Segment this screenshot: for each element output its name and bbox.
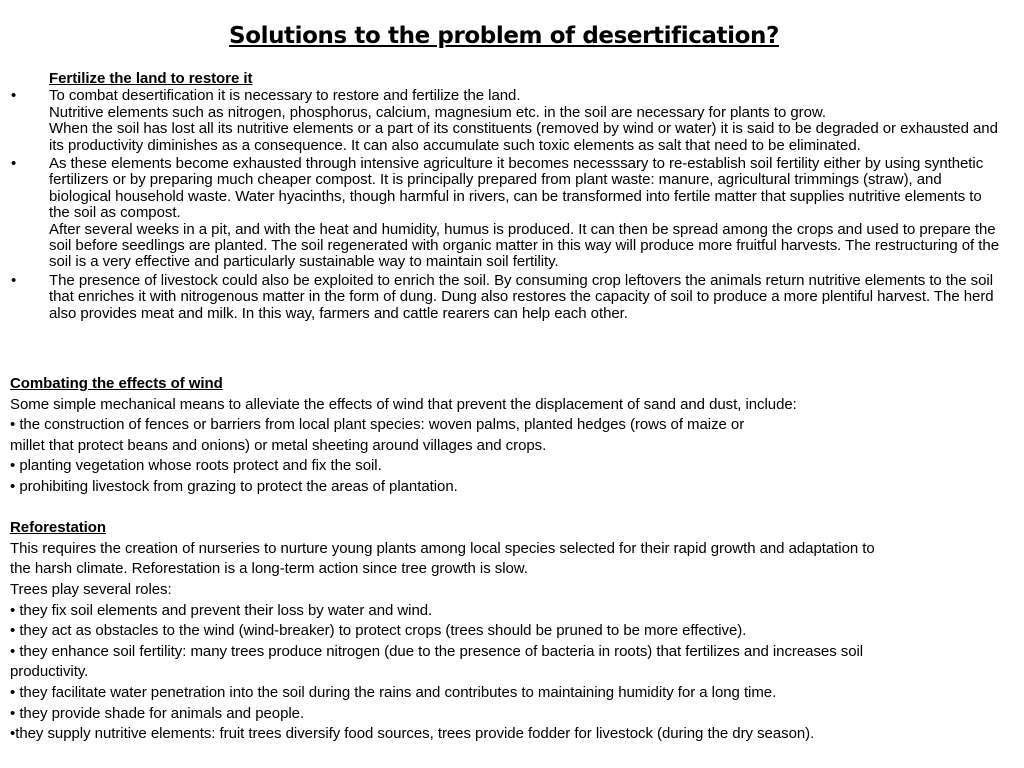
paragraph-line: The presence of livestock could also be exploited to enrich the soil. By consuming crop leftovers the animals return nutritive elements to the soil that enriches it with nitrogenous matter in the form of dung. Dung also restores the capacity of soil to produce a more plentiful harvest. The herd also provides meat and milk. In this way, farmers and cattle rearers can help each other.: [49, 271, 994, 322]
wind-line: millet that protect beans and onions) or metal sheeting around villages and crops.: [10, 436, 547, 454]
section-spacer: [10, 498, 1014, 519]
reforestation-line: Trees play several roles:: [10, 580, 172, 598]
reforestation-line: productivity.: [10, 663, 89, 681]
wind-line: • the construction of fences or barriers from local plant species: woven palms, planted hedges (rows of maize or: [10, 416, 745, 434]
slide-title: Solutions to the problem of desertification?: [229, 23, 779, 49]
reforestation-line: • they enhance soil fertility: many trees produce nitrogen (due to the presence of bacteria in roots) that fertilizes and increases soil: [10, 642, 864, 660]
reforestation-line: • they provide shade for animals and people.: [10, 704, 305, 722]
bullet-icon: •: [11, 271, 17, 289]
reforestation-line: • they facilitate water penetration into the soil during the rains and contributes to maintaining humidity for a long time.: [10, 683, 777, 701]
wind-heading: Combating the effects of wind: [10, 375, 223, 392]
lower-sections: [10, 374, 1014, 745]
reforestation-heading: Reforestation: [10, 519, 107, 537]
bullet-icon: •: [11, 155, 17, 173]
list-item: [10, 156, 1006, 271]
wind-line: • prohibiting livestock from grazing to protect the areas of plantation.: [10, 477, 458, 495]
wind-line: • planting vegetation whose roots protect and fix the soil.: [10, 457, 382, 475]
reforestation-line: the harsh climate. Reforestation is a long-term action since tree growth is slow.: [10, 560, 528, 578]
paragraph-line: As these elements become exhausted through intensive agriculture it becomes necesssary to re-establish soil fertility either by using synthetic fertilizers or by preparing much cheaper compost. It is principally prepared from plant waste: manure, agricultural trimmings (straw), and biological household waste. Water hyacinths, though harmful in rivers, can be transformed into fertile matter that supplies nutritive elements to the soil as compost.: [49, 155, 984, 222]
reforestation-line: • they act as obstacles to the wind (wind-breaker) to protect crops (trees should be pruned to be more effective).: [10, 622, 747, 640]
wind-line: Some simple mechanical means to alleviate the effects of wind that prevent the displacement of sand and dust, include:: [10, 395, 797, 413]
fertilize-bullet-list: [10, 88, 1006, 322]
reforestation-line: • they fix soil elements and prevent their loss by water and wind.: [10, 601, 433, 619]
paragraph-line: When the soil has lost all its nutritive elements or a part of its constituents (removed by wind or water) it is said to be degraded or exhausted and its productivity diminishes as a consequence. It can also accumulate such toxic elements as salt that need to be eliminated.: [49, 120, 998, 154]
list-item: [10, 273, 1006, 322]
bullet-icon: •: [11, 87, 17, 105]
reforestation-line: This requires the creation of nurseries to nurture young plants among local species selected for their rapid growth and adaptation to: [10, 539, 875, 557]
paragraph-line: After several weeks in a pit, and with the heat and humidity, humus is produced. It can then be spread among the crops and used to prepare the soil before seedlings are planted. The soil regenerated with organic matter in this way will produce more fruitful harvests. The restructuring of the soil is a very effective and particularly sustainable way to maintain soil fertility.: [49, 220, 999, 271]
fertilize-heading: Fertilize the land to restore it: [49, 70, 253, 87]
list-item: [10, 88, 1006, 154]
paragraph-line: Nutritive elements such as nitrogen, phosphorus, calcium, magnesium etc. in the soil are necessary for plants to grow.: [49, 103, 826, 121]
paragraph-line: To combat desertification it is necessary to restore and fertilize the land.: [49, 87, 521, 105]
reforestation-line: •they supply nutritive elements: fruit trees diversify food sources, trees provide fodder for livestock (during the dry season).: [10, 725, 815, 743]
fertilize-section: [10, 71, 1006, 324]
